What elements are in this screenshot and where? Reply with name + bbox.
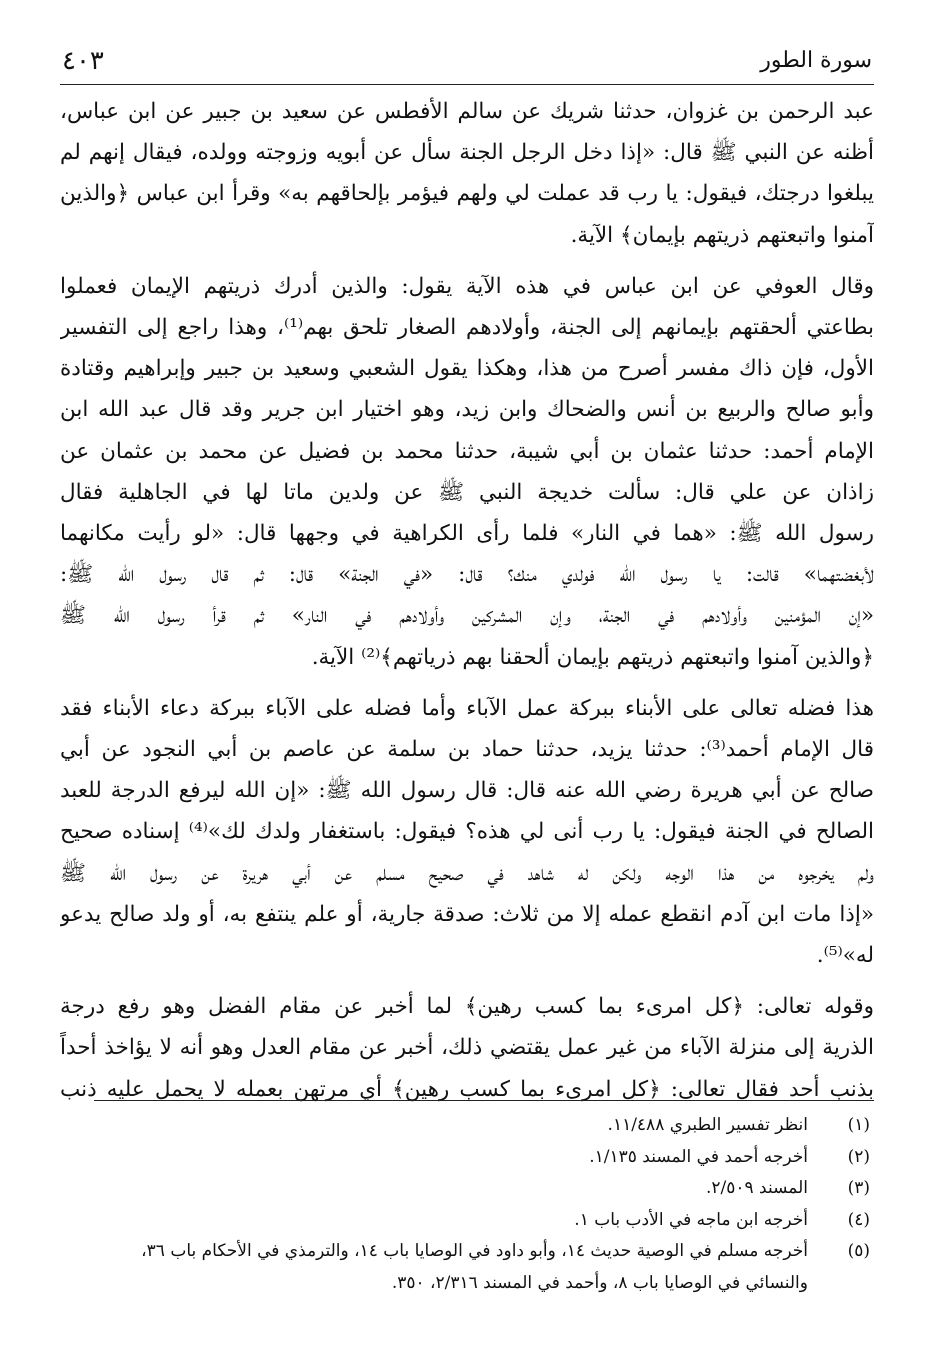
text-line: أظنه عن النبي ﷺ قال: «إذا دخل الرجل الجنة سأل عن أبويه وزوجته وولده، فيقال إنهم لم — [60, 140, 874, 166]
text-line: لأبغضتهما» قالت: يا رسول الله فولدي منك؟ قال: «في الجنة» قال: ثم قال رسول الله ﷺ: — [60, 562, 874, 588]
text-line: «إن المؤمنين وأولادهم في الجنة، وإن المشركين وأولادهم في النار» ثم قرأ رسول الله ﷺ — [60, 603, 874, 629]
footnote-number: (٥) — [847, 1241, 870, 1261]
footnote-number: (٤) — [847, 1209, 870, 1230]
text-line: ﴿والذين آمنوا واتبعتهم ذريتهم بإيمان ألحقنا بهم ذرياتهم﴾⁽²⁾ الآية. — [311, 644, 874, 670]
footnotes — [60, 1110, 874, 1299]
footnote — [60, 1110, 874, 1142]
text-line: الإمام أحمد: حدثنا عثمان بن أبي شيبة، حدثنا محمد بن فضيل عن محمد بن عثمان عن — [60, 438, 874, 464]
footnote-number: (٢) — [847, 1146, 870, 1167]
footnote — [60, 1173, 874, 1205]
text-line: عبد الرحمن بن غزوان، حدثنا شريك عن سالم الأفطس عن سعيد بن جبير عن ابن عباس، — [60, 99, 874, 124]
footnote-line: والنسائي في الوصايا باب ٨، وأحمد في المسند ٢/٣١٦، ٣٥٠. — [391, 1272, 808, 1293]
text-line: الصالح في الجنة فيقول: يا رب أنى لي هذه؟ فيقول: باستغفار ولدك لك»⁽⁴⁾ إسناده صحيح — [60, 819, 874, 845]
text-line: له»⁽⁵⁾. — [816, 943, 874, 969]
text-line: قال الإمام أحمد⁽³⁾: حدثنا يزيد، حدثنا حماد بن سلمة عن عاصم بن أبي النجود عن أبي — [60, 737, 874, 763]
running-title: سورة الطور — [760, 48, 872, 73]
paragraph — [60, 688, 874, 976]
text-line: وأبو صالح والربيع بن أنس والضحاك وابن زيد، وهو اختيار ابن جرير وقد قال عبد الله ابن — [60, 397, 874, 423]
text-line: آمنوا واتبعتهم ذريتهم بإيمان﴾ الآية. — [570, 222, 874, 248]
main-text — [60, 91, 874, 1110]
footnote-text — [60, 1110, 808, 1142]
page-header — [60, 40, 874, 85]
paragraph — [60, 986, 874, 1110]
text-line: هذا فضله تعالى على الأبناء ببركة عمل الآباء وأما فضله على الآباء ببركة دعاء الأبناء فقد — [60, 695, 874, 721]
text-line: وقال العوفي عن ابن عباس في هذه الآية يقول: والذين أدرك ذريتهم الإيمان فعملوا — [60, 273, 874, 299]
footnote-line: المسند ٢/٥٠٩. — [705, 1178, 808, 1198]
footnote-separator — [94, 1100, 874, 1101]
text-line: الذرية إلى منزلة الآباء من غير عمل يقتضي ذلك، أخبر عن مقام العدل وهو أنه لا يؤاخذ أحداً — [60, 1035, 874, 1061]
book-page — [60, 40, 874, 1293]
text-line: يبلغوا درجتك، فيقول: يا رب قد عملت لي ولهم فيؤمر بإلحاقهم به» وقرأ ابن عباس ﴿والذين — [60, 181, 874, 207]
footnote-text — [60, 1142, 808, 1174]
footnote-line: أخرجه مسلم في الوصية حديث ١٤، وأبو داود في الوصايا باب ١٤، والترمذي في الأحكام باب ٣٦، — [141, 1241, 808, 1261]
text-line: وقوله تعالى: ﴿كل امرىء بما كسب رهين﴾ لما أخبر عن مقام الفضل وهو رفع درجة — [60, 994, 874, 1020]
footnote — [60, 1142, 874, 1174]
text-line: «إذا مات ابن آدم انقطع عمله إلا من ثلاث: صدقة جارية، أو علم ينتفع به، أو ولد صالح يدعو — [60, 901, 874, 927]
footnote — [60, 1205, 874, 1237]
footnote-line: أخرجه أحمد في المسند ١/١٣٥. — [589, 1146, 808, 1167]
footnote-number: (١) — [847, 1115, 870, 1135]
page-number: ٤٠٣ — [62, 46, 104, 76]
footnote-line: انظر تفسير الطبري ١١/٤٨٨. — [607, 1115, 808, 1135]
text-line: رسول الله ﷺ: «هما في النار» فلما رأى الكراهية في وجهها قال: «لو رأيت مكانهما — [60, 521, 874, 547]
footnote-text — [60, 1205, 808, 1237]
text-line: زاذان عن علي قال: سألت خديجة النبي ﷺ عن ولدين ماتا لها في الجاهلية فقال — [60, 479, 874, 505]
text-line: بذنب أحد فقال تعالى: ﴿كل امرىء بما كسب رهين﴾ أي مرتهن بعمله لا يحمل عليه ذنب — [60, 1076, 874, 1102]
text-line: ولم يخرجوه من هذا الوجه ولكن له شاهد في صحيح مسلم عن أبي هريرة عن رسول الله ﷺ — [60, 860, 874, 886]
footnote-line: أخرجه ابن ماجه في الأدب باب ١. — [574, 1209, 808, 1230]
text-line: الأول، فإن ذاك مفسر أصرح من هذا، وهكذا يقول الشعبي وسعيد بن جبير وإبراهيم وقتادة — [60, 356, 874, 382]
footnote-text — [60, 1173, 808, 1205]
text-line: صالح عن أبي هريرة رضي الله عنه قال: قال رسول الله ﷺ: «إن الله ليرفع الدرجة للعبد — [60, 778, 874, 804]
paragraph — [60, 91, 874, 256]
paragraph — [60, 266, 874, 678]
footnote-number: (٣) — [847, 1178, 870, 1198]
text-line: بطاعتي ألحقتهم بإيمانهم إلى الجنة، وأولادهم الصغار تلحق بهم⁽¹⁾، وهذا راجع إلى التفسير — [60, 315, 874, 341]
footnote-text — [60, 1236, 808, 1299]
footnote — [60, 1236, 874, 1299]
